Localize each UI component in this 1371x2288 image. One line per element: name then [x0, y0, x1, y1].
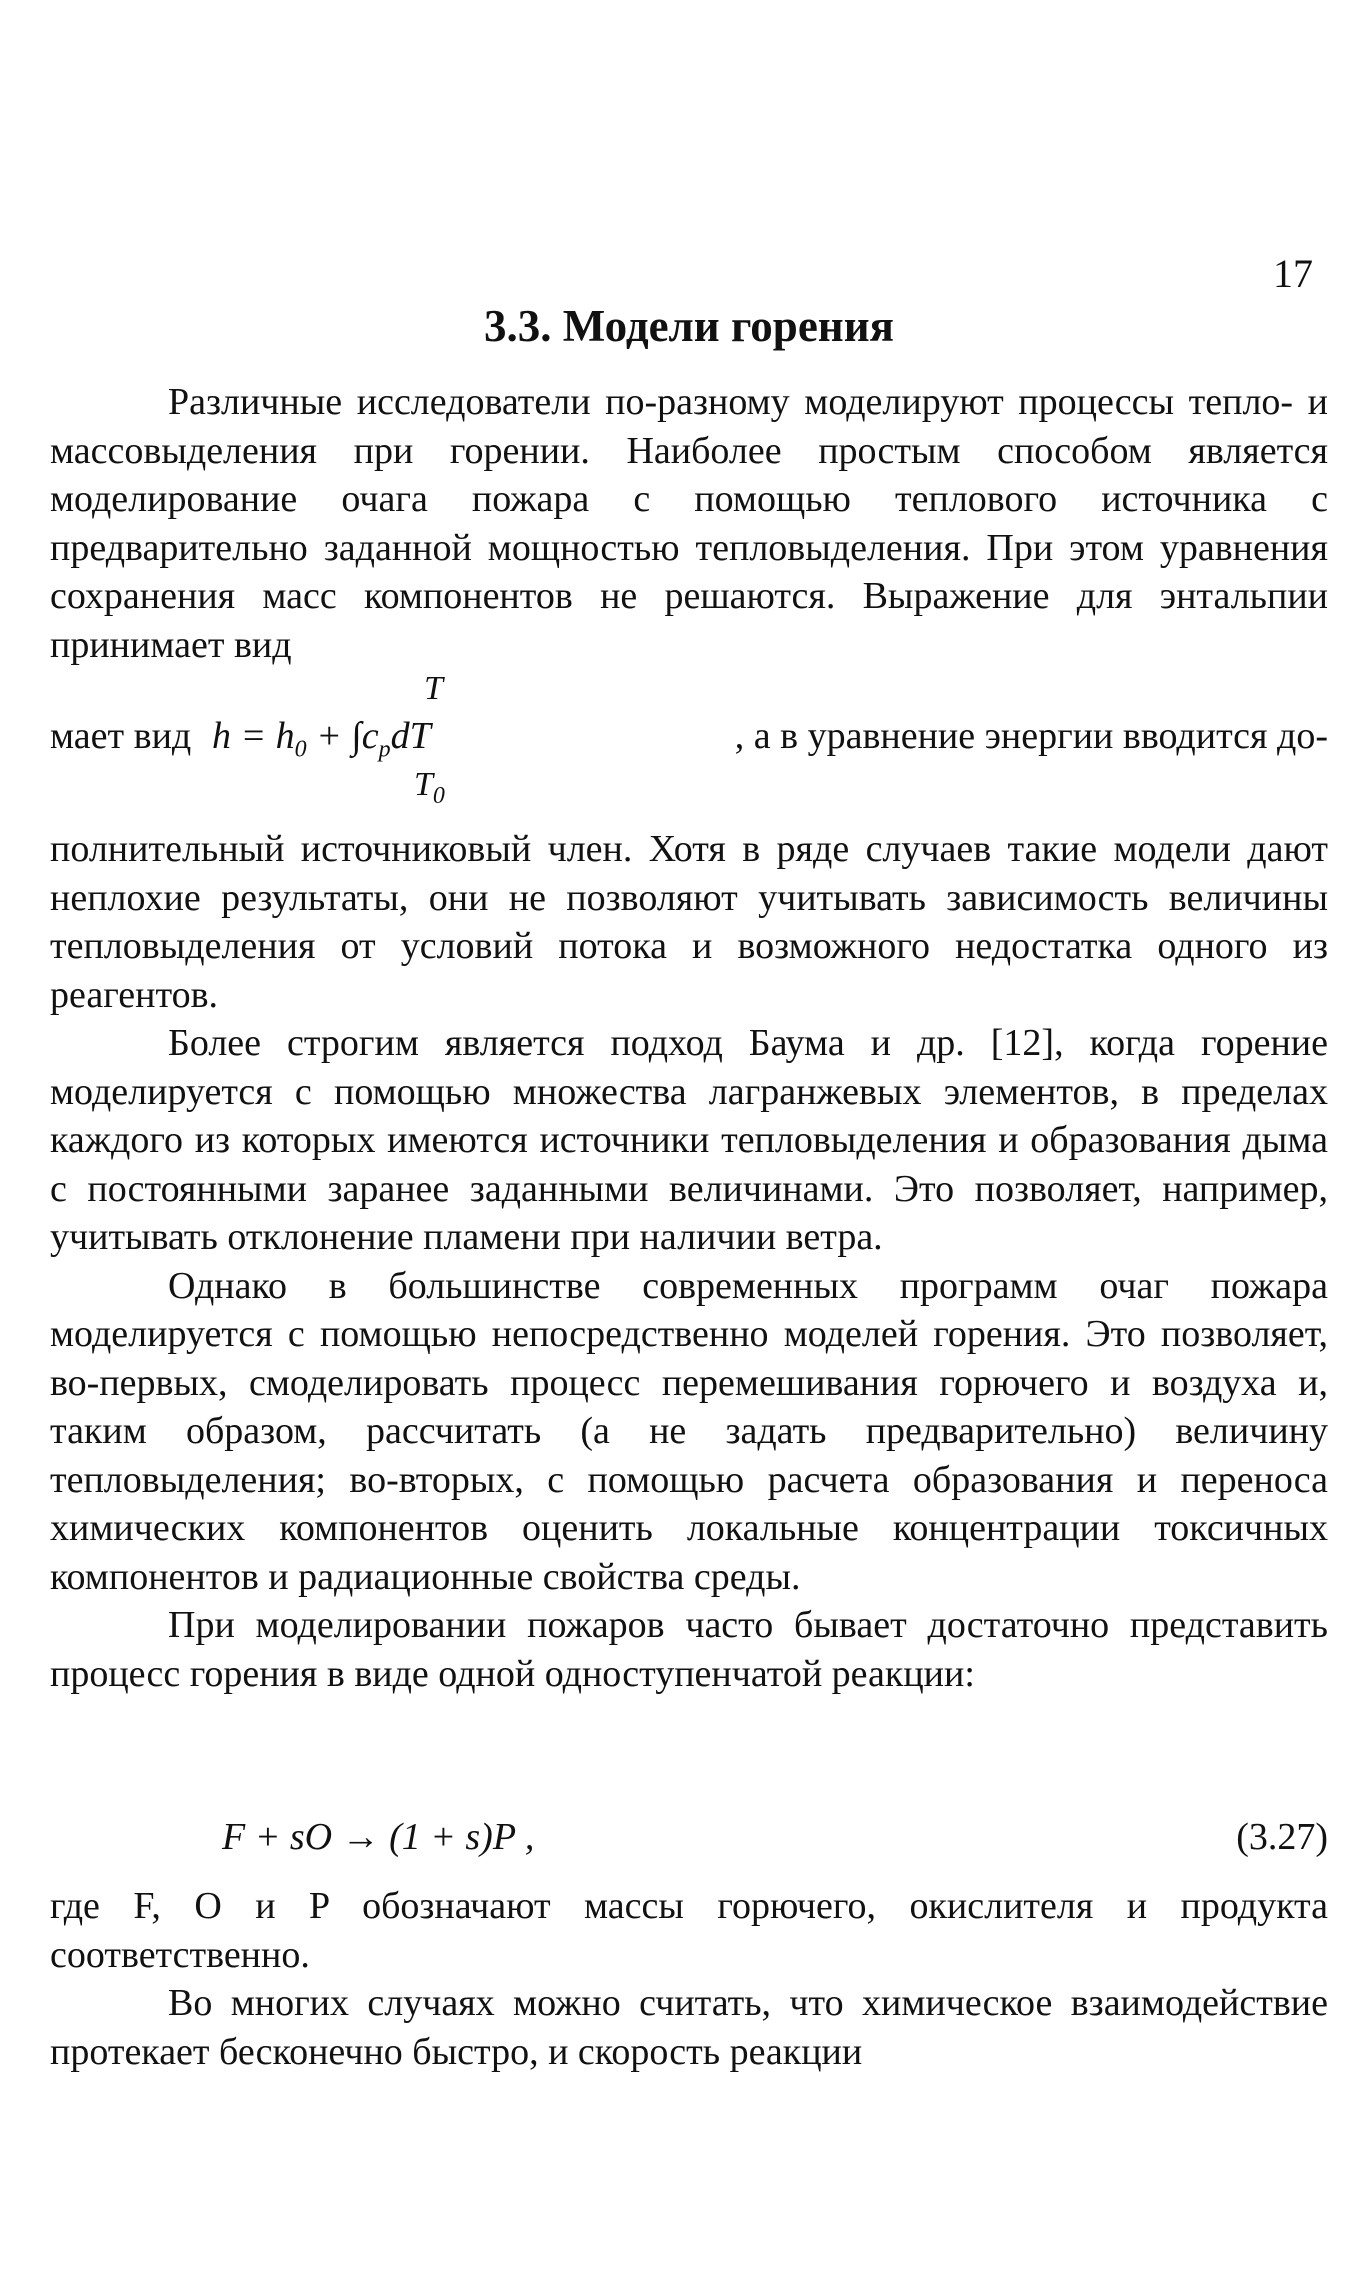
formula-lhs: h = h [212, 715, 295, 757]
enthalpy-formula [212, 714, 431, 764]
body-block-2 [50, 825, 1328, 1698]
paragraph-1-text: Различные исследователи по-разному моделируют процессы тепло- и массовыделения при горении. Наиболее простым способом является моделирование очага пожара с помощью теплового источника с предварительно заданной мощностью тепловыделения. При этом уравнения сохранения масс компонентов не решаются. Выражение для энтальпии принимает вид [50, 381, 1328, 666]
paragraph-6: Во многих случаях можно считать, что химическое взаимодействие протекает бесконечно быстро, и скорость реакции [50, 1982, 1328, 2073]
lower-limit-symbol: T [414, 766, 433, 803]
paragraph-1-continuation: полнительный источниковый член. Хотя в ряде случаев такие модели дают неплохие результаты, они не позволяют учитывать зависимость величины тепловыделения от условий потока и возможного недостатка одного из реагентов. [50, 828, 1328, 1016]
integral-lower-limit [414, 766, 445, 810]
formula-differential: dT [390, 715, 431, 757]
paragraph-4: При моделировании пожаров часто бывает достаточно представить процесс горения в виде одной одноступенчатой реакции: [50, 1604, 1328, 1695]
lower-limit-sub: 0 [432, 782, 445, 809]
paragraph-2: Более строгим является подход Баума и др. [12], когда горение моделируется с помощью множества лагранжевых элементов, в пределах каждого из которых имеются источники тепловыделения и образования дыма с постоянными заранее заданными величинами. Это позволяет, например, учитывать отклонение пламени при наличии ветра. [50, 1022, 1328, 1258]
formula-integral: ∫c [351, 715, 379, 757]
equation-number: (3.27) [1236, 1816, 1328, 1858]
formula-integrand-sub: p [378, 736, 391, 763]
formula-pre-text: мает вид [50, 715, 192, 757]
integral-upper-limit: T [424, 670, 443, 707]
formula-post-text: , а в уравнение энергии вводится до- [734, 715, 1328, 757]
paragraph-3: Однако в большинстве современных программ очаг пожара моделируется с помощью непосредственно моделей горения. Это позволяет, во-первых, смоделировать процесс перемешивания горючего и воздуха и, таким образом, рассчитать (а не задать предварительно) величину тепловыделения; во-вторых, с помощью расчета образования и переноса химических компонентов оценить локальные концентрации токсичных компонентов и радиационные свойства среды. [50, 1264, 1328, 1598]
formula-plus: + [306, 715, 352, 757]
formula-lhs-sub: 0 [294, 736, 307, 763]
paragraph-1 [50, 378, 1328, 669]
paragraph-5: где F, O и P обозначают массы горючего, окислителя и продукта соответственно. [50, 1885, 1328, 1976]
equation-3-27 [172, 1815, 1328, 1865]
page-number: 17 [1273, 251, 1313, 296]
section-heading: 3.3. Модели горения [483, 301, 894, 351]
equation-expression: F + sO → (1 + s)P , [222, 1816, 535, 1858]
enthalpy-formula-line [50, 668, 1328, 818]
body-block-3 [50, 1882, 1328, 2076]
